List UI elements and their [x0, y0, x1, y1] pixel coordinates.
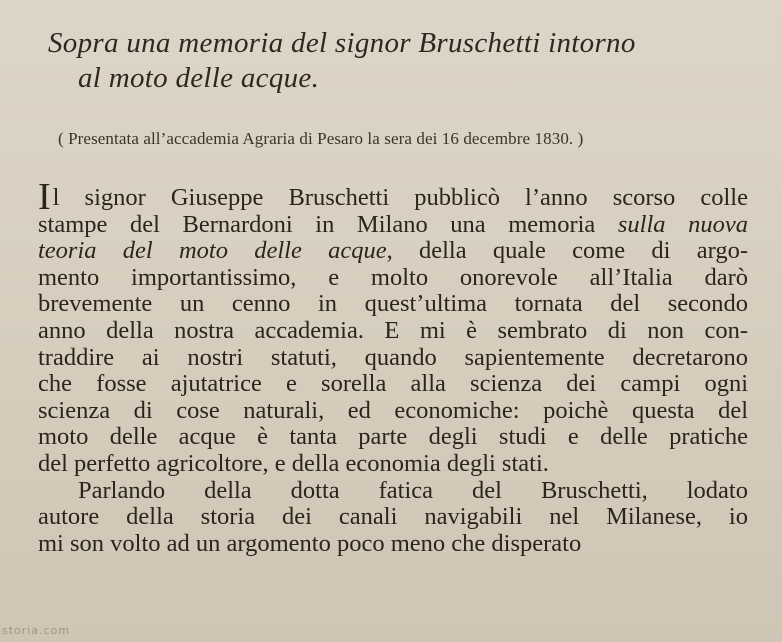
text-line: brevemente un cenno in quest’ultima tornata del secondo: [38, 290, 748, 318]
subtitle-note: ( Presentata all’accademia Agraria di Pesaro la sera dei 16 decembre 1830. ): [58, 129, 584, 148]
page-title: [48, 26, 758, 96]
text-line: traddire ai nostri statuti, quando sapientemente decretarono: [38, 343, 748, 371]
text-line: anno della nostra accademia. E mi è sembrato di non con-: [38, 316, 748, 344]
body-text: [38, 176, 748, 557]
text-line: che fosse ajutatrice e sorella alla scienza dei campi ogni: [38, 370, 748, 398]
paragraph-2: [38, 478, 748, 558]
text-line: Il signor Giuseppe Bruschetti pubblicò l’anno scorso colle: [38, 176, 748, 218]
text-line: del perfetto agricoltore, e della economia degli stati.: [38, 449, 549, 477]
text-line: scienza di cose naturali, ed economiche: poichè questa del: [38, 396, 748, 424]
text-line: mi son volto ad un argomento poco meno che disperato: [38, 529, 582, 557]
title-line-2: al moto delle acque.: [78, 62, 320, 94]
watermark: storia.com: [2, 624, 71, 637]
drop-cap: I: [38, 176, 51, 218]
paragraph-1: [38, 176, 748, 478]
title-line-1: Sopra una memoria del signor Bruschetti intorno: [48, 27, 636, 59]
text-line: teoria del moto delle acque, della quale come di argo-: [38, 237, 748, 265]
italic-phrase: teoria del moto delle acque: [38, 237, 387, 265]
text-line: autore della storia dei canali navigabili nel Milanese, io: [38, 503, 748, 531]
text-line: Parlando della dotta fatica del Bruschetti, lodato: [78, 476, 748, 504]
text-line: stampe del Bernardoni in Milano una memoria sulla nuova: [38, 210, 748, 238]
italic-phrase: sulla nuova: [617, 210, 748, 238]
text-line: moto delle acque è tanta parte degli studi e delle pratiche: [38, 423, 748, 451]
text-line: mento importantissimo, e molto onorevole all’Italia darò: [38, 263, 748, 291]
